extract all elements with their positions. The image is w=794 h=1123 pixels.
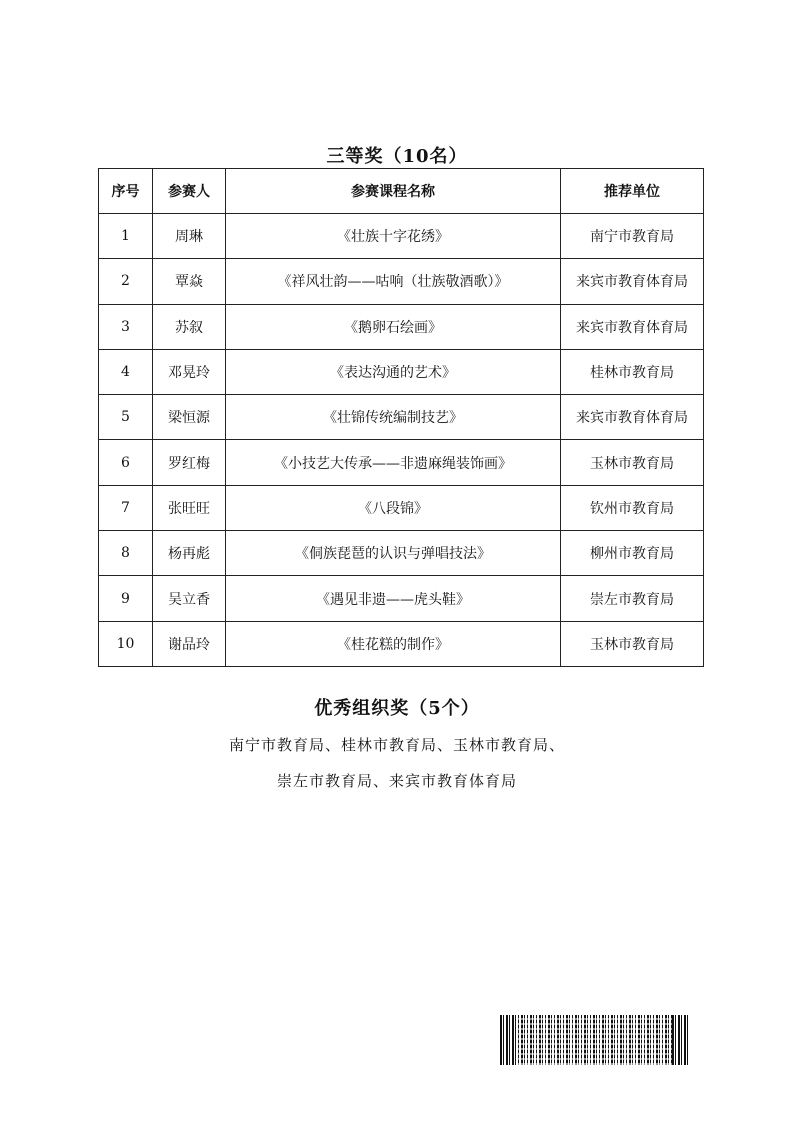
cell-participant: 邓晃玲 bbox=[153, 349, 226, 394]
cell-participant: 谢品玲 bbox=[153, 621, 226, 666]
table-header-row bbox=[99, 169, 704, 214]
cell-unit: 来宾市教育体育局 bbox=[561, 395, 704, 440]
barcode-left-guard bbox=[500, 1015, 518, 1065]
table-row bbox=[99, 259, 704, 304]
cell-no: 9 bbox=[99, 576, 153, 621]
table-row bbox=[99, 349, 704, 394]
cell-no: 3 bbox=[99, 304, 153, 349]
cell-unit: 崇左市教育局 bbox=[561, 576, 704, 621]
cell-unit: 来宾市教育体育局 bbox=[561, 304, 704, 349]
table-row bbox=[99, 304, 704, 349]
table-row bbox=[99, 485, 704, 530]
cell-participant: 苏叙 bbox=[153, 304, 226, 349]
cell-no: 2 bbox=[99, 259, 153, 304]
cell-participant: 周琳 bbox=[153, 214, 226, 259]
cell-no: 5 bbox=[99, 395, 153, 440]
cell-course: 《鹅卵石绘画》 bbox=[226, 304, 561, 349]
cell-participant: 吴立香 bbox=[153, 576, 226, 621]
cell-course: 《小技艺大传承——非遗麻绳装饰画》 bbox=[226, 440, 561, 485]
cell-course: 《遇见非遗——虎头鞋》 bbox=[226, 576, 561, 621]
table-row bbox=[99, 214, 704, 259]
cell-course: 《壮锦传统编制技艺》 bbox=[226, 395, 561, 440]
cell-course: 《侗族琵琶的认识与弹唱技法》 bbox=[226, 531, 561, 576]
header-course: 参赛课程名称 bbox=[226, 169, 561, 214]
cell-participant: 梁恒源 bbox=[153, 395, 226, 440]
header-unit: 推荐单位 bbox=[561, 169, 704, 214]
cell-no: 6 bbox=[99, 440, 153, 485]
table-row bbox=[99, 395, 704, 440]
organization-award-list-line-2: 崇左市教育局、来宾市教育体育局 bbox=[276, 772, 517, 790]
cell-no: 1 bbox=[99, 214, 153, 259]
cell-no: 7 bbox=[99, 485, 153, 530]
cell-unit: 玉林市教育局 bbox=[561, 440, 704, 485]
organization-award-list-line-1: 南宁市教育局、桂林市教育局、玉林市教育局、 bbox=[228, 736, 565, 754]
barcode-right-guard bbox=[672, 1015, 690, 1065]
cell-unit: 桂林市教育局 bbox=[561, 349, 704, 394]
cell-participant: 罗红梅 bbox=[153, 440, 226, 485]
cell-no: 10 bbox=[99, 621, 153, 666]
barcode-data-area bbox=[518, 1015, 672, 1065]
cell-course: 《壮族十字花绣》 bbox=[226, 214, 561, 259]
table-row bbox=[99, 440, 704, 485]
cell-unit: 来宾市教育体育局 bbox=[561, 259, 704, 304]
cell-no: 8 bbox=[99, 531, 153, 576]
cell-unit: 玉林市教育局 bbox=[561, 621, 704, 666]
cell-unit: 南宁市教育局 bbox=[561, 214, 704, 259]
cell-unit: 柳州市教育局 bbox=[561, 531, 704, 576]
cell-course: 《桂花糕的制作》 bbox=[226, 621, 561, 666]
cell-no: 4 bbox=[99, 349, 153, 394]
table-row bbox=[99, 531, 704, 576]
cell-course: 《表达沟通的艺术》 bbox=[226, 349, 561, 394]
organization-award-title: 优秀组织奖（5个） bbox=[314, 698, 480, 719]
cell-participant: 张旺旺 bbox=[153, 485, 226, 530]
table-row bbox=[99, 576, 704, 621]
cell-course: 《八段锦》 bbox=[226, 485, 561, 530]
cell-participant: 杨再彪 bbox=[153, 531, 226, 576]
award-table bbox=[98, 168, 704, 667]
header-participant: 参赛人 bbox=[153, 169, 226, 214]
cell-unit: 钦州市教育局 bbox=[561, 485, 704, 530]
cell-participant: 覃焱 bbox=[153, 259, 226, 304]
header-no: 序号 bbox=[99, 169, 153, 214]
table-row bbox=[99, 621, 704, 666]
barcode bbox=[500, 1015, 690, 1065]
third-prize-title: 三等奖（10名） bbox=[326, 146, 468, 167]
cell-course: 《祥风壮韵——咕响（壮族敬酒歌）》 bbox=[226, 259, 561, 304]
